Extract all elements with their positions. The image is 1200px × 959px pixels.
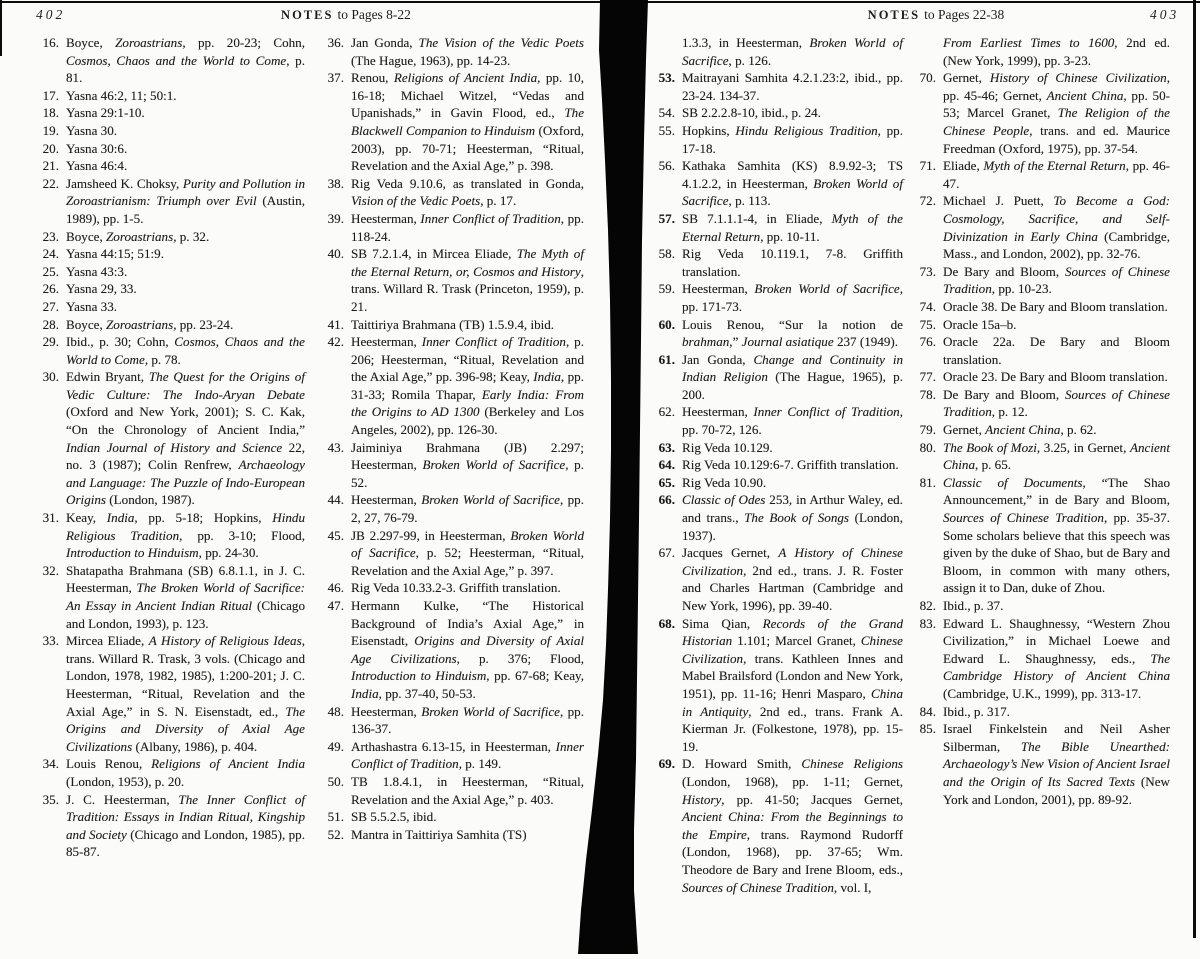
note-number: 85. <box>919 721 936 737</box>
note-text: Jamsheed K. Choksy, Purity and Pollution in Zoroastrianism: Triumph over Evil (Austin, 1989), pp. 1-5. <box>66 175 305 226</box>
note-text: Keay, India, pp. 5-18; Hopkins, Hindu Religious Tradition, pp. 3-10; Flood, Introduction to Hinduism, pp. 24-30. <box>66 510 305 561</box>
note-text: Eliade, Myth of the Eternal Return, pp. 46-47. <box>943 158 1170 191</box>
note-text: Yasna 44:15; 51:9. <box>66 246 164 262</box>
note-number: 54. <box>658 105 675 121</box>
note-text: Oracle 22a. De Bary and Bloom translation. <box>943 334 1170 367</box>
note-item <box>318 491 584 526</box>
note-number <box>649 34 682 69</box>
note-number: 16. <box>42 35 59 50</box>
note-item <box>318 316 584 334</box>
page-number: 402 <box>36 7 66 22</box>
note-text: Maitrayani Samhita 4.2.1.23:2, ibid., pp. 23-24. 134-37. <box>682 70 903 103</box>
note-text: Jaiminiya Brahmana (JB) 2.297; Heesterman, Broken World of Sacrifice, p. 52. <box>351 439 584 490</box>
note-text: Rig Veda 10.129. <box>682 439 773 455</box>
note-number: 23. <box>42 228 59 244</box>
note-number: 44. <box>327 492 344 508</box>
note-item <box>649 69 903 104</box>
note-item <box>33 280 305 298</box>
note-number: 21. <box>42 158 59 174</box>
note-item <box>318 826 584 844</box>
note-number: 50. <box>327 773 344 789</box>
note-text: Yasna 30:6. <box>66 140 128 156</box>
note-number: 71. <box>919 158 936 174</box>
notes-column <box>649 34 903 896</box>
note-number: 31. <box>42 510 59 526</box>
note-text: The Book of Mozi, 3.25, in Gernet, Ancient China, p. 65. <box>943 439 1170 473</box>
note-item <box>318 175 584 210</box>
note-text: SB 7.1.1.1-4, in Eliade, Myth of the Eternal Return, pp. 10-11. <box>682 210 903 244</box>
note-text: Rig Veda 10.119.1, 7-8. Griffith translation. <box>682 246 903 279</box>
note-number: 38. <box>327 175 344 191</box>
note-text: JB 2.297-99, in Heesterman, Broken World of Sacrifice, p. 52; Heesterman, “Ritual, Revelation and the Axial Age,” p. 397. <box>351 527 585 578</box>
note-number: 69. <box>658 756 675 772</box>
note-text: Michael J. Puett, To Become a God: Cosmology, Sacrifice, and Self-Divinization in Early China (Cambridge, Mass., and London, 2002), pp. 32-76. <box>943 193 1170 262</box>
note-number: 80. <box>919 439 936 455</box>
note-number: 73. <box>919 263 936 279</box>
note-number: 64. <box>658 457 675 473</box>
note-item <box>910 263 1170 298</box>
note-text: Yasna 30. <box>66 122 118 138</box>
note-item <box>33 632 305 755</box>
note-number: 75. <box>919 316 936 332</box>
note-item <box>649 474 903 492</box>
note-text: Rig Veda 10.90. <box>682 474 767 490</box>
notes-column <box>910 34 1170 808</box>
note-number: 24. <box>42 246 59 262</box>
scan-edge-right <box>1193 0 1196 938</box>
note-item <box>33 298 305 316</box>
note-text: Taittiriya Brahmana (TB) 1.5.9.4, ibid. <box>351 316 555 332</box>
note-text: Heesterman, Broken World of Sacrifice, pp. 2, 27, 76-79. <box>351 492 585 526</box>
note-text: Ibid., p. 317. <box>943 703 1010 719</box>
note-number: 42. <box>327 334 344 350</box>
note-item <box>910 316 1170 334</box>
note-text: De Bary and Bloom, Sources of Chinese Tradition, p. 12. <box>943 386 1170 420</box>
note-item <box>910 421 1170 439</box>
note-number: 40. <box>327 246 344 262</box>
note-number: 37. <box>327 70 344 86</box>
note-item <box>910 439 1170 474</box>
note-text: Mircea Eliade, A History of Religious Ideas, trans. Willard R. Trask, 3 vols. (Chicago and London, 1978, 1982, 1985), 1:200-201; J. C. Heesterman, “Ritual, Revelation and the Axial Age,” in S. N. Eisenstadt, ed., The Origins and Diversity of Axial Age Civilizations (Albany, 1986), p. 404. <box>66 633 305 754</box>
note-item <box>649 403 903 438</box>
note-number: 45. <box>327 527 344 543</box>
note-number: 30. <box>42 369 59 385</box>
note-number: 17. <box>42 87 59 103</box>
note-text: Oracle 23. De Bary and Bloom translation. <box>943 369 1168 385</box>
note-item <box>33 263 305 281</box>
note-number: 28. <box>42 316 59 332</box>
note-number: 19. <box>42 122 59 138</box>
note-text: Renou, Religions of Ancient India, pp. 10, 16-18; Michael Witzel, “Vedas and Upanishads,” in Gavin Flood, ed., The Blackwell Companion to Hinduism (Oxford, 2003), pp. 70-71; Heesterman, “Ritual, Revelation and the Axial Age,” p. 398. <box>351 70 584 174</box>
note-text: Israel Finkelstein and Neil Asher Silberman, The Bible Unearthed: Archaeology’s New Vision of Ancient Israel and the Origin of Its Sacred Texts (New York and London, 2001), pp. 89-92. <box>943 721 1171 807</box>
note-item <box>649 122 903 157</box>
note-item <box>33 316 305 334</box>
running-header <box>828 7 1044 23</box>
note-text: Gernet, Ancient China, p. 62. <box>943 422 1097 438</box>
note-number: 36. <box>327 35 344 50</box>
note-item <box>33 175 305 228</box>
note-item <box>33 245 305 263</box>
note-number: 34. <box>42 756 59 772</box>
note-number: 53. <box>658 70 675 86</box>
note-text: Heesterman, Broken World of Sacrifice, pp. 136-37. <box>351 703 585 737</box>
note-number: 33. <box>42 633 59 649</box>
note-text: Ibid., p. 37. <box>943 598 1004 613</box>
note-number: 58. <box>658 246 675 262</box>
note-number: 77. <box>919 369 936 385</box>
note-item <box>910 192 1170 262</box>
note-text: TB 1.8.4.1, in Heesterman, “Ritual, Revelation and the Axial Age,” p. 403. <box>351 773 584 807</box>
note-text: Heesterman, Inner Conflict of Tradition, p. 206; Heesterman, “Ritual, Revelation and the Axial Age,” pp. 396-98; Keay, India, pp. 31-33; Romila Thapar, Early India: From the Origins to AD 1300 (Berkeley and Los Angeles, 2002), pp. 126-30. <box>351 334 584 438</box>
note-number: 60. <box>658 316 675 332</box>
note-number: 68. <box>658 615 675 631</box>
note-text: Yasna 46:2, 11; 50:1. <box>66 87 177 103</box>
note-item <box>649 280 903 315</box>
note-item <box>33 34 305 87</box>
note-number <box>910 34 943 69</box>
note-number: 25. <box>42 263 59 279</box>
note-text: D. Howard Smith, Chinese Religions (London, 1968), pp. 1-11; Gernet, History, pp. 41-50; Jacques Gernet, Ancient China: From the Beginnings to the Empire, trans. Raymond Rudorff (London, 1968), pp. 37-65; Wm. Theodore de Bary and Irene Bloom, eds., Sources of Chinese Tradition, vol. I, <box>682 756 904 895</box>
note-item <box>318 527 584 580</box>
note-item <box>649 439 903 457</box>
scan-edge-left <box>0 0 2 56</box>
note-text: From Earliest Times to 1600, 2nd ed. (New York, 1999), pp. 3-23. <box>943 35 1170 68</box>
note-number: 83. <box>919 615 936 631</box>
note-number: 81. <box>919 474 936 490</box>
page-number: 403 <box>1150 7 1180 22</box>
note-number: 35. <box>42 791 59 807</box>
note-item <box>33 157 305 175</box>
note-text: Jan Gonda, The Vision of the Vedic Poets (The Hague, 1963), pp. 14-23. <box>351 35 585 68</box>
note-item <box>33 755 305 790</box>
note-text: Rig Veda 10.33.2-3. Griffith translation. <box>351 580 561 596</box>
note-number: 59. <box>658 281 675 297</box>
note-number: 51. <box>327 809 344 825</box>
note-number: 27. <box>42 298 59 314</box>
note-number: 78. <box>919 386 936 402</box>
note-item <box>318 34 584 69</box>
note-number: 43. <box>327 439 344 455</box>
note-number: 84. <box>919 703 936 719</box>
note-item <box>33 228 305 246</box>
note-text: Louis Renou, Religions of Ancient India (London, 1953), p. 20. <box>66 756 305 789</box>
note-item <box>318 773 584 808</box>
note-text: Boyce, Zoroastrians, pp. 23-24. <box>66 316 234 332</box>
note-number: 76. <box>919 334 936 350</box>
note-number: 18. <box>42 105 59 121</box>
note-item <box>33 140 305 158</box>
note-number: 29. <box>42 334 59 350</box>
note-item <box>33 104 305 122</box>
note-text: Classic of Odes 253, in Arthur Waley, ed. and trans., The Book of Songs (London, 1937). <box>682 492 903 543</box>
note-item <box>318 333 584 439</box>
note-number: 56. <box>658 158 675 174</box>
note-text: Edwin Bryant, The Quest for the Origins of Vedic Culture: The Indo-Aryan Debate (Oxford and New York, 2001); S. C. Kak, “On the Chronology of Ancient India,” Indian Journal of History and Science 22, no. 3 (1987); Colin Renfrew, Archaeology and Language: The Puzzle of Indo-European Origins (London, 1987). <box>66 369 306 508</box>
note-number: 62. <box>658 404 675 420</box>
note-number: 79. <box>919 422 936 438</box>
note-item <box>649 351 903 404</box>
note-item <box>318 245 584 315</box>
note-text: Rig Veda 9.10.6, as translated in Gonda, Vision of the Vedic Poets, p. 17. <box>351 175 584 209</box>
note-item <box>318 597 584 703</box>
note-item <box>318 808 584 826</box>
note-item <box>33 562 305 632</box>
note-item <box>33 368 305 509</box>
notes-column <box>318 34 584 843</box>
note-number: 48. <box>327 703 344 719</box>
note-item <box>910 157 1170 192</box>
note-text: Gernet, History of Chinese Civilization, pp. 45-46; Gernet, Ancient China, pp. 50-53; Marcel Granet, The Religion of the Chinese People, trans. and ed. Maurice Freedman (Oxford, 1975), pp. 37-54. <box>943 70 1170 156</box>
note-text: Yasna 33. <box>66 298 118 314</box>
note-item <box>649 615 903 756</box>
note-text: Arthashastra 6.13-15, in Heesterman, Inner Conflict of Tradition, p. 149. <box>351 738 584 772</box>
note-item <box>318 69 584 175</box>
note-text: Yasna 29, 33. <box>66 281 137 297</box>
note-number: 32. <box>42 562 59 578</box>
note-text: Heesterman, Inner Conflict of Tradition, pp. 70-72, 126. <box>682 404 903 438</box>
note-text: Rig Veda 10.129:6-7. Griffith translation. <box>682 457 899 473</box>
note-number: 65. <box>658 474 675 490</box>
note-text: Heesterman, Inner Conflict of Tradition, pp. 118-24. <box>351 210 584 244</box>
note-text: Boyce, Zoroastrians, pp. 20-23; Cohn, Cosmos, Chaos and the World to Come, p. 81. <box>66 35 305 86</box>
note-number: 74. <box>919 298 936 314</box>
running-header-notes-label: NOTES <box>867 8 921 22</box>
note-item <box>33 791 305 861</box>
note-item <box>318 579 584 597</box>
note-item <box>910 703 1170 721</box>
note-text: Oracle 15a–b. <box>943 316 1017 332</box>
note-item <box>910 597 1170 615</box>
note-item <box>649 104 903 122</box>
note-item <box>649 456 903 474</box>
note-item <box>649 316 903 351</box>
note-item <box>649 210 903 245</box>
note-number: 72. <box>919 193 936 209</box>
note-number: 66. <box>658 492 675 508</box>
note-item <box>318 738 584 773</box>
note-item <box>318 703 584 738</box>
note-number: 55. <box>658 122 675 138</box>
note-number: 63. <box>658 439 675 455</box>
running-header-pages-label: to Pages 22-38 <box>924 7 1005 22</box>
note-number: 82. <box>919 598 936 613</box>
note-number: 61. <box>658 351 675 367</box>
note-item <box>910 615 1170 703</box>
note-number: 49. <box>327 738 344 754</box>
note-number: 39. <box>327 210 344 226</box>
note-text: Louis Renou, “Sur la notion de brahman,” Journal asiatique 237 (1949). <box>682 316 903 350</box>
running-header <box>236 7 456 23</box>
note-text: Hermann Kulke, “The Historical Background of India’s Axial Age,” in Eisenstadt, Origins and Diversity of Axial Age Civilizations, p. 376; Flood, Introduction to Hinduism, pp. 67-68; Keay, India, pp. 37-40, 50-53. <box>351 598 584 701</box>
note-number: 46. <box>327 580 344 596</box>
note-item <box>910 298 1170 316</box>
note-item <box>318 439 584 492</box>
note-item <box>910 69 1170 157</box>
note-text: SB 5.5.2.5, ibid. <box>351 809 437 825</box>
note-number: 41. <box>327 316 344 332</box>
note-text: Jacques Gernet, A History of Chinese Civilization, 2nd ed., trans. J. R. Foster and Charles Hartman (Cambridge and New York, 1996), pp. 39-40. <box>682 545 903 613</box>
note-text: Classic of Documents, “The Shao Announcement,” in de Bary and Bloom, Sources of Chinese Tradition, pp. 35-37. Some scholars believe that this speech was given by the duke of Shao, but de Bary and Bloom, in common with many others, assign it to Dan, duke of Zhou. <box>943 474 1170 596</box>
note-item <box>910 474 1170 597</box>
note-text: Oracle 38. De Bary and Bloom translation. <box>943 298 1168 314</box>
note-text: Mantra in Taittiriya Samhita (TS) <box>351 826 527 842</box>
note-item <box>33 509 305 562</box>
running-header-pages-label: to Pages 8-22 <box>337 7 411 22</box>
note-item <box>649 491 903 544</box>
note-item <box>910 386 1170 421</box>
note-text: Heesterman, Broken World of Sacrifice, pp. 171-73. <box>682 281 903 314</box>
note-text: Edward L. Shaughnessy, “Western Zhou Civilization,” in Michael Loewe and Edward L. Shaughnessy, eds., The Cambridge History of Ancient China (Cambridge, U.K., 1999), pp. 313-17. <box>943 615 1170 701</box>
note-item <box>649 755 903 896</box>
note-text: Yasna 43:3. <box>66 263 128 279</box>
note-number: 20. <box>42 140 59 156</box>
note-item <box>318 210 584 245</box>
notes-column <box>33 34 305 861</box>
note-number: 26. <box>42 281 59 297</box>
note-text: Ibid., p. 30; Cohn, Cosmos, Chaos and the World to Come, p. 78. <box>66 334 305 367</box>
note-text: J. C. Heesterman, The Inner Conflict of Tradition: Essays in Indian Ritual, Kingship and Society (Chicago and London, 1985), pp. 85-87. <box>66 791 306 860</box>
note-text: Shatapatha Brahmana (SB) 6.8.1.1, in J. C. Heesterman, The Broken World of Sacrifice: An Essay in Ancient Indian Ritual (Chicago and London, 1993), p. 123. <box>66 562 305 631</box>
running-header-notes-label: NOTES <box>281 8 334 22</box>
note-item <box>910 333 1170 368</box>
note-item <box>649 34 903 69</box>
note-text: Sima Qian, Records of the Grand Historian 1.101; Marcel Granet, Chinese Civilization, trans. Kathleen Innes and Mabel Brailsford (London and New York, 1951), pp. 11-16; Henri Masparo, China in Antiquity, 2nd ed., trans. Frank A. Kierman Jr. (Folkestone, 1978), pp. 15-19. <box>682 615 903 754</box>
note-item <box>649 245 903 280</box>
note-text: Kathaka Samhita (KS) 8.9.92-3; TS 4.1.2.2, in Heesterman, Broken World of Sacrifice, p. 113. <box>682 158 903 209</box>
note-text: Yasna 29:1-10. <box>66 105 145 121</box>
note-number: 52. <box>327 826 344 842</box>
note-text: Jan Gonda, Change and Continuity in Indian Religion (The Hague, 1965), p. 200. <box>682 351 904 402</box>
note-text: 1.3.3, in Heesterman, Broken World of Sacrifice, p. 126. <box>682 35 903 68</box>
note-text: De Bary and Bloom, Sources of Chinese Tradition, pp. 10-23. <box>943 263 1170 297</box>
note-item <box>649 157 903 210</box>
note-text: Hopkins, Hindu Religious Tradition, pp. 17-18. <box>682 122 903 156</box>
note-number: 57. <box>658 210 675 226</box>
note-number: 70. <box>919 70 936 86</box>
note-item <box>910 34 1170 69</box>
note-item <box>910 720 1170 808</box>
note-text: SB 7.2.1.4, in Mircea Eliade, The Myth of the Eternal Return, or, Cosmos and History, trans. Willard R. Trask (Princeton, 1959), p. 21. <box>351 246 584 314</box>
note-item <box>33 333 305 368</box>
note-number: 67. <box>658 545 675 561</box>
note-text: Boyce, Zoroastrians, p. 32. <box>66 228 210 244</box>
note-text: SB 2.2.2.8-10, ibid., p. 24. <box>682 105 821 121</box>
note-item <box>33 87 305 105</box>
note-item <box>33 122 305 140</box>
note-number: 47. <box>327 598 344 613</box>
note-item <box>910 368 1170 386</box>
note-item <box>649 544 903 614</box>
note-text: Yasna 46:4. <box>66 158 128 174</box>
note-number: 22. <box>42 175 59 191</box>
